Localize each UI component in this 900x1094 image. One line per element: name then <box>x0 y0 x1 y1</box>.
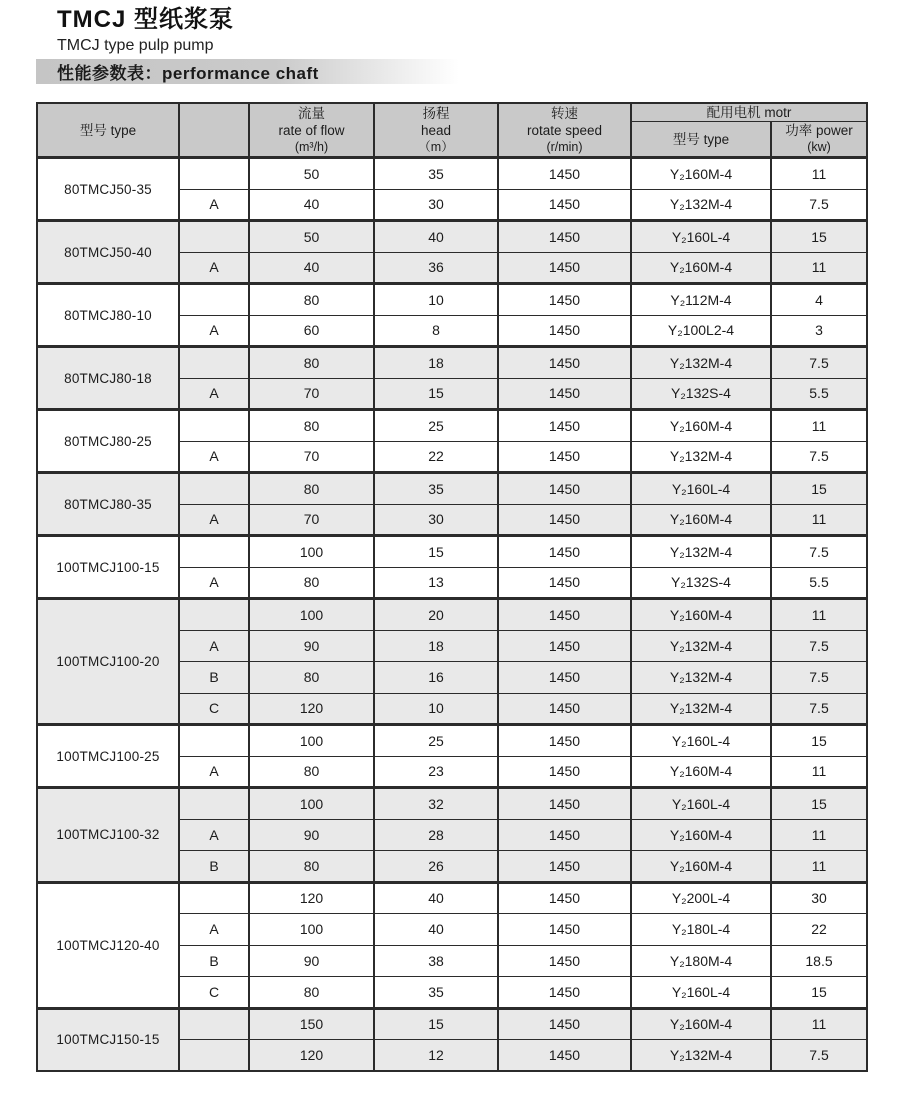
table-row <box>37 347 867 379</box>
power-cell: 11 <box>771 756 867 788</box>
head-cell: 35 <box>374 473 498 505</box>
head-cell: 15 <box>374 378 498 410</box>
variant-cell <box>179 882 249 914</box>
table-row <box>37 410 867 442</box>
power-cell: 5.5 <box>771 567 867 599</box>
power-cell: 18.5 <box>771 945 867 977</box>
header-flow-unit: (m³/h) <box>294 139 329 154</box>
speed-cell: 1450 <box>498 189 631 221</box>
header-head-cn: 扬程 <box>422 105 450 121</box>
motor-cell: Y₂132S-4 <box>631 378 771 410</box>
motor-cell: Y₂132M-4 <box>631 630 771 662</box>
flow-cell: 70 <box>249 504 374 536</box>
table-row <box>37 221 867 253</box>
motor-cell: Y₂180M-4 <box>631 945 771 977</box>
variant-cell: A <box>179 504 249 536</box>
flow-cell: 100 <box>249 725 374 757</box>
speed-cell: 1450 <box>498 851 631 883</box>
flow-cell: 40 <box>249 252 374 284</box>
variant-cell: A <box>179 189 249 221</box>
power-cell: 11 <box>771 410 867 442</box>
power-cell: 7.5 <box>771 662 867 694</box>
header-motor-model: 型号 type <box>631 122 771 158</box>
flow-cell: 80 <box>249 977 374 1009</box>
speed-cell: 1450 <box>498 662 631 694</box>
head-cell: 32 <box>374 788 498 820</box>
speed-cell: 1450 <box>498 1008 631 1040</box>
speed-cell: 1450 <box>498 693 631 725</box>
head-cell: 18 <box>374 630 498 662</box>
header-motor-power-label: 功率 power <box>785 123 853 138</box>
variant-cell: A <box>179 630 249 662</box>
pump-model-cell: 80TMCJ80-10 <box>37 284 179 347</box>
table-row <box>37 473 867 505</box>
speed-cell: 1450 <box>498 158 631 190</box>
power-cell: 5.5 <box>771 378 867 410</box>
page-title-en: TMCJ type pulp pump <box>57 37 214 54</box>
speed-cell: 1450 <box>498 315 631 347</box>
speed-cell: 1450 <box>498 914 631 946</box>
power-cell: 15 <box>771 788 867 820</box>
variant-cell: B <box>179 945 249 977</box>
speed-cell: 1450 <box>498 284 631 316</box>
flow-cell: 100 <box>249 788 374 820</box>
motor-cell: Y₂160M-4 <box>631 1008 771 1040</box>
speed-cell: 1450 <box>498 630 631 662</box>
performance-table <box>36 102 868 1072</box>
variant-cell: A <box>179 315 249 347</box>
speed-cell: 1450 <box>498 599 631 631</box>
power-cell: 15 <box>771 221 867 253</box>
variant-cell: A <box>179 756 249 788</box>
pump-model-cell: 100TMCJ120-40 <box>37 882 179 1008</box>
flow-cell: 120 <box>249 882 374 914</box>
speed-cell: 1450 <box>498 1040 631 1072</box>
power-cell: 7.5 <box>771 630 867 662</box>
pump-model-cell: 100TMCJ100-32 <box>37 788 179 883</box>
motor-cell: Y₂160M-4 <box>631 599 771 631</box>
pump-model-cell: 100TMCJ100-25 <box>37 725 179 788</box>
power-cell: 22 <box>771 914 867 946</box>
flow-cell: 70 <box>249 378 374 410</box>
speed-cell: 1450 <box>498 725 631 757</box>
header-motor-power-unit: (kw) <box>807 140 831 154</box>
table-row <box>37 1008 867 1040</box>
speed-cell: 1450 <box>498 819 631 851</box>
power-cell: 11 <box>771 504 867 536</box>
head-cell: 25 <box>374 410 498 442</box>
speed-cell: 1450 <box>498 756 631 788</box>
flow-cell: 120 <box>249 1040 374 1072</box>
flow-cell: 80 <box>249 410 374 442</box>
flow-cell: 100 <box>249 914 374 946</box>
head-cell: 8 <box>374 315 498 347</box>
head-cell: 30 <box>374 504 498 536</box>
table-row <box>37 599 867 631</box>
head-cell: 36 <box>374 252 498 284</box>
section-label: 性能参数表：performance chaft <box>57 64 319 83</box>
flow-cell: 120 <box>249 693 374 725</box>
header-flow <box>249 103 374 158</box>
header-speed-cn: 转速 <box>551 105 578 121</box>
motor-cell: Y₂180L-4 <box>631 914 771 946</box>
head-cell: 35 <box>374 977 498 1009</box>
flow-cell: 50 <box>249 158 374 190</box>
head-cell: 10 <box>374 284 498 316</box>
power-cell: 11 <box>771 819 867 851</box>
table-row <box>37 788 867 820</box>
pump-model-cell: 80TMCJ50-35 <box>37 158 179 221</box>
motor-cell: Y₂132M-4 <box>631 189 771 221</box>
motor-cell: Y₂132M-4 <box>631 536 771 568</box>
motor-cell: Y₂160M-4 <box>631 756 771 788</box>
header-head <box>374 103 498 158</box>
motor-cell: Y₂160M-4 <box>631 252 771 284</box>
variant-cell <box>179 221 249 253</box>
speed-cell: 1450 <box>498 977 631 1009</box>
motor-cell: Y₂160M-4 <box>631 410 771 442</box>
pump-model-cell: 80TMCJ80-35 <box>37 473 179 536</box>
table-row <box>37 158 867 190</box>
variant-cell <box>179 599 249 631</box>
page-title-cn: TMCJ 型纸浆泵 <box>57 6 234 33</box>
head-cell: 28 <box>374 819 498 851</box>
motor-cell: Y₂160L-4 <box>631 977 771 1009</box>
head-cell: 40 <box>374 914 498 946</box>
motor-cell: Y₂132S-4 <box>631 567 771 599</box>
flow-cell: 80 <box>249 347 374 379</box>
flow-cell: 80 <box>249 567 374 599</box>
variant-cell: B <box>179 662 249 694</box>
speed-cell: 1450 <box>498 347 631 379</box>
header-speed <box>498 103 631 158</box>
power-cell: 15 <box>771 725 867 757</box>
speed-cell: 1450 <box>498 252 631 284</box>
motor-cell: Y₂160L-4 <box>631 725 771 757</box>
motor-cell: Y₂160M-4 <box>631 504 771 536</box>
pump-model-cell: 100TMCJ100-15 <box>37 536 179 599</box>
header-variant <box>179 103 249 158</box>
head-cell: 25 <box>374 725 498 757</box>
flow-cell: 90 <box>249 945 374 977</box>
variant-cell <box>179 284 249 316</box>
head-cell: 10 <box>374 693 498 725</box>
head-cell: 18 <box>374 347 498 379</box>
head-cell: 40 <box>374 882 498 914</box>
power-cell: 11 <box>771 252 867 284</box>
variant-cell: A <box>179 567 249 599</box>
motor-cell: Y₂100L2-4 <box>631 315 771 347</box>
flow-cell: 80 <box>249 284 374 316</box>
motor-cell: Y₂112M-4 <box>631 284 771 316</box>
power-cell: 11 <box>771 599 867 631</box>
motor-cell: Y₂160M-4 <box>631 819 771 851</box>
motor-cell: Y₂132M-4 <box>631 693 771 725</box>
flow-cell: 90 <box>249 819 374 851</box>
variant-cell <box>179 536 249 568</box>
power-cell: 7.5 <box>771 536 867 568</box>
header-head-en: head <box>420 122 452 138</box>
pump-model-cell: 80TMCJ50-40 <box>37 221 179 284</box>
header-speed-en: rotate speed <box>526 122 603 138</box>
power-cell: 15 <box>771 977 867 1009</box>
head-cell: 23 <box>374 756 498 788</box>
variant-cell <box>179 725 249 757</box>
variant-cell: A <box>179 378 249 410</box>
variant-cell <box>179 410 249 442</box>
power-cell: 11 <box>771 158 867 190</box>
flow-cell: 80 <box>249 851 374 883</box>
flow-cell: 50 <box>249 221 374 253</box>
speed-cell: 1450 <box>498 882 631 914</box>
speed-cell: 1450 <box>498 378 631 410</box>
motor-cell: Y₂132M-4 <box>631 347 771 379</box>
header-flow-cn: 流量 <box>298 105 325 121</box>
motor-cell: Y₂160L-4 <box>631 788 771 820</box>
power-cell: 11 <box>771 851 867 883</box>
flow-cell: 150 <box>249 1008 374 1040</box>
variant-cell <box>179 473 249 505</box>
variant-cell <box>179 1040 249 1072</box>
motor-cell: Y₂132M-4 <box>631 1040 771 1072</box>
header-model: 型号 type <box>37 103 179 158</box>
speed-cell: 1450 <box>498 536 631 568</box>
table-header <box>37 103 867 158</box>
motor-cell: Y₂160M-4 <box>631 851 771 883</box>
power-cell: 7.5 <box>771 693 867 725</box>
motor-cell: Y₂160M-4 <box>631 158 771 190</box>
speed-cell: 1450 <box>498 441 631 473</box>
head-cell: 30 <box>374 189 498 221</box>
variant-cell: A <box>179 819 249 851</box>
head-cell: 13 <box>374 567 498 599</box>
table-body <box>37 158 867 1072</box>
header-motor-group: 配用电机 motr <box>631 103 867 122</box>
flow-cell: 40 <box>249 189 374 221</box>
power-cell: 7.5 <box>771 441 867 473</box>
variant-cell: C <box>179 693 249 725</box>
flow-cell: 70 <box>249 441 374 473</box>
power-cell: 30 <box>771 882 867 914</box>
pump-model-cell: 80TMCJ80-18 <box>37 347 179 410</box>
variant-cell: B <box>179 851 249 883</box>
flow-cell: 90 <box>249 630 374 662</box>
variant-cell <box>179 158 249 190</box>
speed-cell: 1450 <box>498 504 631 536</box>
variant-cell: A <box>179 914 249 946</box>
head-cell: 38 <box>374 945 498 977</box>
motor-cell: Y₂132M-4 <box>631 441 771 473</box>
speed-cell: 1450 <box>498 567 631 599</box>
section-header-bar <box>36 59 472 84</box>
power-cell: 7.5 <box>771 189 867 221</box>
power-cell: 15 <box>771 473 867 505</box>
power-cell: 7.5 <box>771 1040 867 1072</box>
head-cell: 26 <box>374 851 498 883</box>
header-speed-unit: (r/min) <box>546 139 583 154</box>
motor-cell: Y₂160L-4 <box>631 473 771 505</box>
pump-model-cell: 100TMCJ150-15 <box>37 1008 179 1071</box>
speed-cell: 1450 <box>498 221 631 253</box>
power-cell: 3 <box>771 315 867 347</box>
motor-cell: Y₂132M-4 <box>631 662 771 694</box>
variant-cell: C <box>179 977 249 1009</box>
table-row <box>37 882 867 914</box>
power-cell: 7.5 <box>771 347 867 379</box>
header-head-unit: （m） <box>418 139 454 154</box>
speed-cell: 1450 <box>498 788 631 820</box>
variant-cell <box>179 347 249 379</box>
head-cell: 15 <box>374 1008 498 1040</box>
pump-model-cell: 100TMCJ100-20 <box>37 599 179 725</box>
speed-cell: 1450 <box>498 945 631 977</box>
table-row <box>37 536 867 568</box>
speed-cell: 1450 <box>498 410 631 442</box>
motor-cell: Y₂160L-4 <box>631 221 771 253</box>
head-cell: 12 <box>374 1040 498 1072</box>
flow-cell: 100 <box>249 599 374 631</box>
header-motor-power <box>771 122 867 158</box>
flow-cell: 60 <box>249 315 374 347</box>
head-cell: 20 <box>374 599 498 631</box>
head-cell: 16 <box>374 662 498 694</box>
head-cell: 40 <box>374 221 498 253</box>
pump-model-cell: 80TMCJ80-25 <box>37 410 179 473</box>
header-flow-en: rate of flow <box>278 122 345 138</box>
flow-cell: 100 <box>249 536 374 568</box>
head-cell: 22 <box>374 441 498 473</box>
table-row <box>37 284 867 316</box>
table-row <box>37 725 867 757</box>
head-cell: 15 <box>374 536 498 568</box>
motor-cell: Y₂200L-4 <box>631 882 771 914</box>
variant-cell: A <box>179 441 249 473</box>
speed-cell: 1450 <box>498 473 631 505</box>
variant-cell: A <box>179 252 249 284</box>
variant-cell <box>179 1008 249 1040</box>
power-cell: 11 <box>771 1008 867 1040</box>
variant-cell <box>179 788 249 820</box>
power-cell: 4 <box>771 284 867 316</box>
flow-cell: 80 <box>249 662 374 694</box>
head-cell: 35 <box>374 158 498 190</box>
flow-cell: 80 <box>249 756 374 788</box>
flow-cell: 80 <box>249 473 374 505</box>
